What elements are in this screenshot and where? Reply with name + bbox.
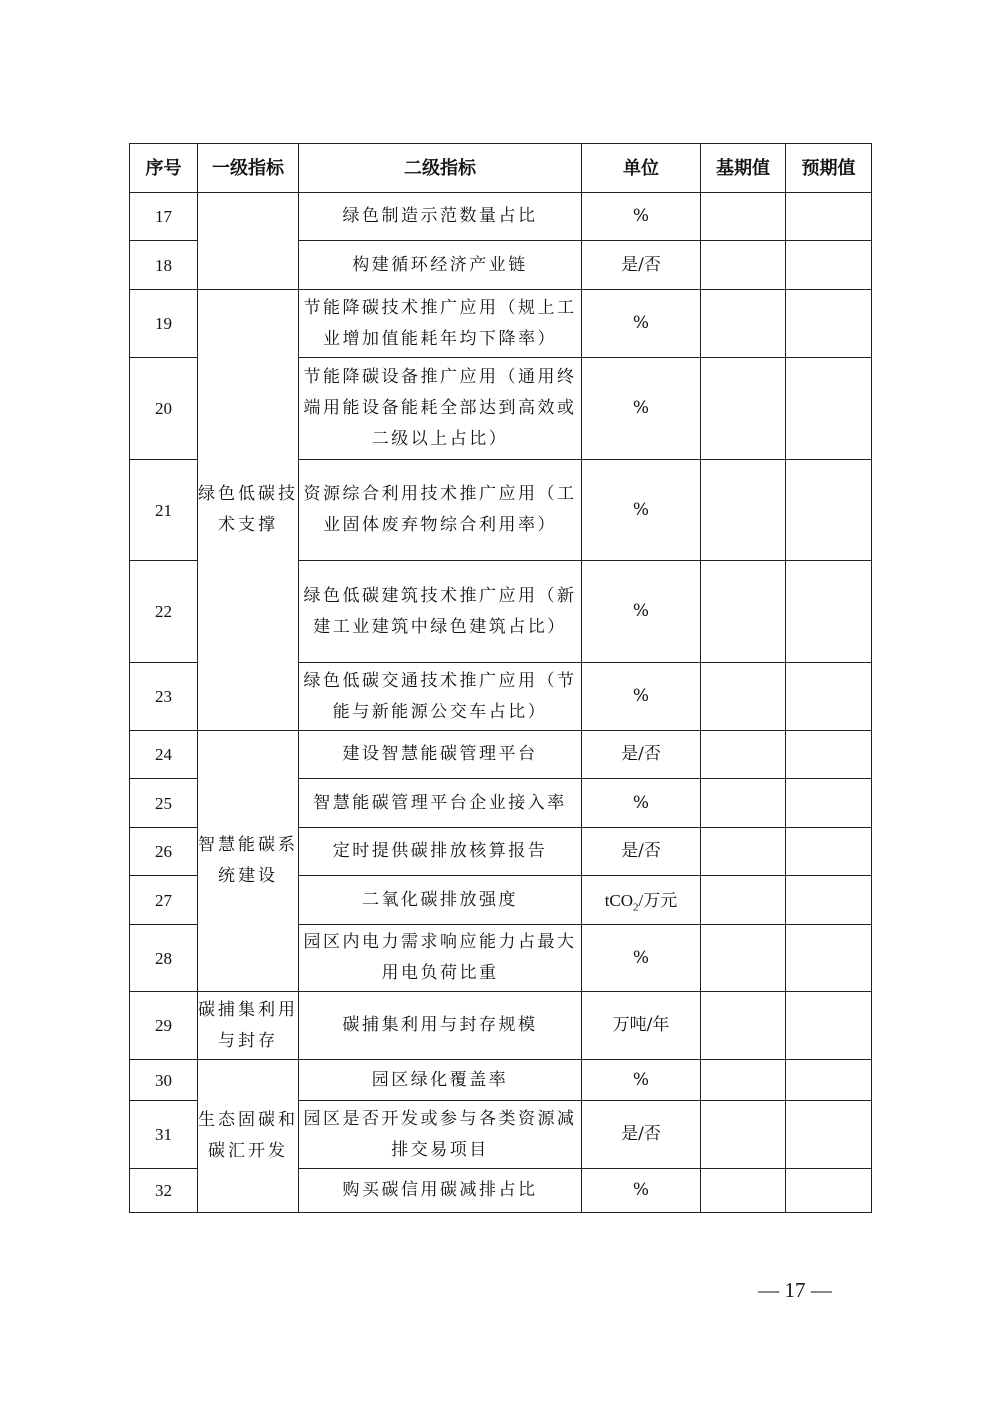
table-row [130,992,872,1060]
level2-cell: 智慧能碳管理平台企业接入率 [299,779,582,828]
seq-cell: 20 [130,358,198,460]
table-header-row [130,144,872,193]
seq-cell: 25 [130,779,198,828]
table-row [130,193,872,241]
level2-cell: 定时提供碳排放核算报告 [299,828,582,876]
seq-cell: 29 [130,992,198,1060]
seq-cell: 19 [130,290,198,358]
header-unit: 单位 [582,144,701,193]
target-value-cell [786,290,872,358]
level2-cell: 节能降碳技术推广应用（规上工业增加值能耗年均下降率） [299,290,582,358]
unit-cell: % [582,663,701,731]
level2-cell: 园区是否开发或参与各类资源减排交易项目 [299,1101,582,1169]
target-value-cell [786,358,872,460]
header-seq: 序号 [130,144,198,193]
base-value-cell [701,561,786,663]
level2-cell: 建设智慧能碳管理平台 [299,731,582,779]
level2-cell: 绿色低碳交通技术推广应用（节能与新能源公交车占比） [299,663,582,731]
seq-cell: 27 [130,876,198,925]
seq-cell: 28 [130,925,198,992]
unit-cell: % [582,460,701,561]
target-value-cell [786,925,872,992]
unit-suffix: /万元 [638,890,678,910]
target-value-cell [786,460,872,561]
base-value-cell [701,460,786,561]
table-row [130,290,872,358]
target-value-cell [786,241,872,290]
level2-cell: 购买碳信用碳减排占比 [299,1169,582,1213]
level2-cell: 二氧化碳排放强度 [299,876,582,925]
base-value-cell [701,925,786,992]
level2-cell: 园区内电力需求响应能力占最大用电负荷比重 [299,925,582,992]
seq-cell: 18 [130,241,198,290]
base-value-cell [701,663,786,731]
target-value-cell [786,561,872,663]
level2-cell: 资源综合利用技术推广应用（工业固体废弃物综合利用率） [299,460,582,561]
level1-cell: 生态固碳和碳汇开发 [198,1060,299,1213]
base-value-cell [701,876,786,925]
level2-cell: 构建循环经济产业链 [299,241,582,290]
level2-cell: 碳捕集利用与封存规模 [299,992,582,1060]
unit-subscript: 2 [633,900,639,913]
base-value-cell [701,1060,786,1101]
table-row [130,731,872,779]
seq-cell: 32 [130,1169,198,1213]
level1-cell [198,193,299,290]
seq-cell: 30 [130,1060,198,1101]
unit-cell: 是/否 [582,828,701,876]
table-row [130,1060,872,1101]
level2-cell: 节能降碳设备推广应用（通用终端用能设备能耗全部达到高效或二级以上占比） [299,358,582,460]
target-value-cell [786,992,872,1060]
header-level2: 二级指标 [299,144,582,193]
seq-cell: 31 [130,1101,198,1169]
unit-prefix: tCO [604,890,634,910]
header-target: 预期值 [786,144,872,193]
level2-cell: 绿色制造示范数量占比 [299,193,582,241]
unit-cell: 是/否 [582,1101,701,1169]
base-value-cell [701,1101,786,1169]
seq-cell: 21 [130,460,198,561]
base-value-cell [701,358,786,460]
unit-cell: % [582,193,701,241]
unit-cell: 万吨/年 [582,992,701,1060]
target-value-cell [786,1101,872,1169]
target-value-cell [786,193,872,241]
unit-cell: % [582,779,701,828]
base-value-cell [701,992,786,1060]
level1-cell: 碳捕集利用与封存 [198,992,299,1060]
target-value-cell [786,779,872,828]
unit-cell: % [582,290,701,358]
seq-cell: 22 [130,561,198,663]
target-value-cell [786,663,872,731]
base-value-cell [701,779,786,828]
base-value-cell [701,241,786,290]
unit-cell: % [582,1060,701,1101]
base-value-cell [701,1169,786,1213]
unit-cell: % [582,358,701,460]
level2-cell: 园区绿化覆盖率 [299,1060,582,1101]
target-value-cell [786,876,872,925]
target-value-cell [786,1060,872,1101]
base-value-cell [701,828,786,876]
target-value-cell [786,731,872,779]
base-value-cell [701,731,786,779]
seq-cell: 23 [130,663,198,731]
unit-cell: % [582,925,701,992]
seq-cell: 24 [130,731,198,779]
unit-cell: % [582,1169,701,1213]
unit-cell: 是/否 [582,241,701,290]
seq-cell: 26 [130,828,198,876]
unit-cell: % [582,561,701,663]
target-value-cell [786,1169,872,1213]
seq-cell: 17 [130,193,198,241]
level2-cell: 绿色低碳建筑技术推广应用（新建工业建筑中绿色建筑占比） [299,561,582,663]
page-number: — 17 — [758,1278,832,1302]
unit-cell [582,876,701,925]
level1-cell: 绿色低碳技术支撑 [198,290,299,731]
indicator-table [129,143,872,1213]
level1-cell: 智慧能碳系统建设 [198,731,299,992]
unit-cell: 是/否 [582,731,701,779]
target-value-cell [786,828,872,876]
header-level1: 一级指标 [198,144,299,193]
base-value-cell [701,290,786,358]
base-value-cell [701,193,786,241]
header-base: 基期值 [701,144,786,193]
